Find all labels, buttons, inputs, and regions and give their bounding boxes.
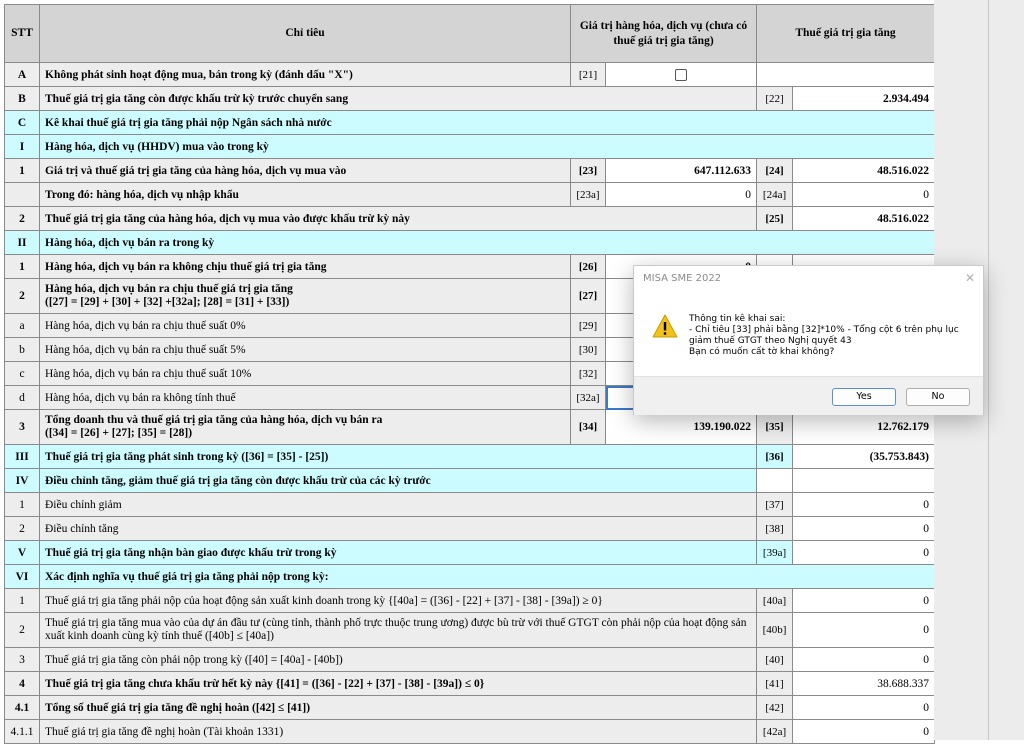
row-label: Thuế giá trị gia tăng của hàng hóa, dịch vụ mua vào được khấu trừ kỳ này (40, 207, 757, 231)
row-tax-input[interactable]: 12.762.179 (793, 410, 935, 445)
row-label: Thuế giá trị gia tăng đề nghị hoàn (Tài khoản 1331) (40, 720, 757, 744)
row-stt: 2 (5, 207, 40, 231)
row-label: Thuế giá trị gia tăng phát sinh trong kỳ ([36] = [35] - [25]) (40, 445, 757, 469)
dialog-message (689, 314, 979, 358)
row-empty (757, 469, 793, 493)
row-code-value: [27] (571, 279, 606, 314)
row-tax-input[interactable]: 48.516.022 (793, 207, 935, 231)
row-code-tax: [35] (757, 410, 793, 445)
row-stt: a (5, 314, 40, 338)
row-stt: III (5, 445, 40, 469)
row-code-tax: [42a] (757, 720, 793, 744)
table-row (5, 672, 935, 696)
row-code-tax: [22] (757, 87, 793, 111)
row-code-tax: [39a] (757, 541, 793, 565)
row-label (40, 410, 571, 445)
row-value-input[interactable]: 0 (606, 183, 757, 207)
row-stt: 1 (5, 255, 40, 279)
row-stt (5, 183, 40, 207)
row-label-line1: Hàng hóa, dịch vụ bán ra chịu thuế giá trị gia tăng (45, 283, 293, 295)
row-code-tax: [40] (757, 648, 793, 672)
row-code-value: [30] (571, 338, 606, 362)
table-row (5, 183, 935, 207)
row-tax-input[interactable]: 0 (793, 541, 935, 565)
table-row (5, 87, 935, 111)
row-stt: b (5, 338, 40, 362)
row-stt: 3 (5, 648, 40, 672)
table-row (5, 159, 935, 183)
row-code-tax: [41] (757, 672, 793, 696)
row-stt: 4 (5, 672, 40, 696)
row-label: Hàng hóa, dịch vụ bán ra chịu thuế suất 10% (40, 362, 571, 386)
row-code-value: [21] (571, 63, 606, 87)
table-row (5, 63, 935, 87)
table-row (5, 111, 935, 135)
row-stt: I (5, 135, 40, 159)
row-tax-input[interactable]: 0 (793, 720, 935, 744)
row-label: Điều chỉnh tăng, giảm thuế giá trị gia tăng còn được khấu trừ của các kỳ trước (40, 469, 757, 493)
row-stt: V (5, 541, 40, 565)
row-label: Tổng số thuế giá trị gia tăng đề nghị hoàn ([42] ≤ [41]) (40, 696, 757, 720)
row-label: Không phát sinh hoạt động mua, bán trong kỳ (đánh dấu "X") (40, 63, 571, 87)
row-label: Thuế giá trị gia tăng phải nộp của hoạt động sản xuất kinh doanh trong kỳ {[40a] = ([36] - [22] + [37] - [38] - [39a]) ≥ 0} (40, 589, 757, 613)
row-stt: 1 (5, 589, 40, 613)
row-label-line2: ([27] = [29] + [30] + [32] +[32a]; [28] = [31] + [33]) (45, 296, 290, 308)
row-stt: II (5, 231, 40, 255)
row-code-tax: [25] (757, 207, 793, 231)
row-stt: 2 (5, 279, 40, 314)
row-label: Điều chỉnh giảm (40, 493, 757, 517)
row-tax-input[interactable]: 38.688.337 (793, 672, 935, 696)
row-code-value: [29] (571, 314, 606, 338)
row-label-line2: ([34] = [26] + [27]; [35] = [28]) (45, 427, 193, 439)
row-stt: 4.1.1 (5, 720, 40, 744)
row-code-tax: [40a] (757, 589, 793, 613)
row-label: Hàng hóa, dịch vụ bán ra chịu thuế suất 0% (40, 314, 571, 338)
row-tax-input[interactable]: 0 (793, 183, 935, 207)
row-label: Hàng hóa, dịch vụ (HHDV) mua vào trong kỳ (40, 135, 935, 159)
no-activity-checkbox-cell[interactable] (606, 63, 757, 87)
row-code-tax: [24] (757, 159, 793, 183)
table-row (5, 493, 935, 517)
warning-dialog (633, 265, 984, 415)
table-row (5, 445, 935, 469)
row-empty (793, 469, 935, 493)
dialog-footer (634, 376, 983, 415)
row-label: Trong đó: hàng hóa, dịch vụ nhập khẩu (40, 183, 571, 207)
table-row (5, 648, 935, 672)
table-row (5, 565, 935, 589)
table-row (5, 541, 935, 565)
row-code-value: [23a] (571, 183, 606, 207)
row-code-tax: [40b] (757, 613, 793, 648)
row-stt: 2 (5, 613, 40, 648)
row-value-input[interactable]: 139.190.022 (606, 410, 757, 445)
row-label: Thuế giá trị gia tăng mua vào của dự án đầu tư (cùng tỉnh, thành phố trực thuộc trung ương) được bù trừ với thuế GTGT còn phải nộp của hoạt động sản xuất kinh doanh cùng kỳ tính thuế ([40b] ≤ [40a]) (40, 613, 757, 648)
warning-icon (652, 314, 678, 338)
row-label: Hàng hóa, dịch vụ bán ra không chịu thuế giá trị gia tăng (40, 255, 571, 279)
row-tax-input[interactable]: 0 (793, 517, 935, 541)
row-tax-input[interactable]: 2.934.494 (793, 87, 935, 111)
row-tax-input[interactable]: 0 (793, 648, 935, 672)
row-code-tax: [36] (757, 445, 793, 469)
row-label: Hàng hóa, dịch vụ bán ra trong kỳ (40, 231, 935, 255)
row-tax-input[interactable]: 0 (793, 696, 935, 720)
row-stt: d (5, 386, 40, 410)
table-row (5, 231, 935, 255)
row-code-tax: [42] (757, 696, 793, 720)
row-label (40, 279, 571, 314)
row-stt: VI (5, 565, 40, 589)
yes-button[interactable]: Yes (832, 388, 896, 406)
table-row (5, 135, 935, 159)
row-label-line1: Tổng doanh thu và thuế giá trị gia tăng của hàng hóa, dịch vụ bán ra (45, 414, 383, 426)
row-label: Thuế giá trị gia tăng nhận bàn giao được khấu trừ trong kỳ (40, 541, 757, 565)
row-stt: 1 (5, 159, 40, 183)
row-tax-input[interactable]: 48.516.022 (793, 159, 935, 183)
header-chi-tieu: Chỉ tiêu (40, 5, 571, 63)
row-empty (757, 63, 935, 87)
row-value-input[interactable]: 647.112.633 (606, 159, 757, 183)
row-tax-input[interactable]: (35.753.843) (793, 445, 935, 469)
row-label: Thuế giá trị gia tăng còn được khấu trừ kỳ trước chuyển sang (40, 87, 757, 111)
row-code-value: [26] (571, 255, 606, 279)
row-stt: IV (5, 469, 40, 493)
row-label: Giá trị và thuế giá trị gia tăng của hàng hóa, dịch vụ mua vào (40, 159, 571, 183)
dialog-title: MISA SME 2022 (643, 273, 722, 284)
row-stt: c (5, 362, 40, 386)
row-stt: A (5, 63, 40, 87)
dialog-message-line2: - Chỉ tiêu [33] phải bằng [32]*10% - Tổng cột 6 trên phụ lục giảm thuế GTGT theo Nghị quyết 43 (689, 325, 959, 346)
header-stt: STT (5, 5, 40, 63)
dialog-message-line1: Thông tin kê khai sai: (689, 314, 786, 324)
dialog-message-line3: Bạn có muốn cất tờ khai không? (689, 347, 835, 357)
row-stt: 4.1 (5, 696, 40, 720)
row-label: Thuế giá trị gia tăng còn phải nộp trong kỳ ([40] = [40a] - [40b]) (40, 648, 757, 672)
row-code-value: [34] (571, 410, 606, 445)
row-label: Hàng hóa, dịch vụ bán ra không tính thuế (40, 386, 571, 410)
header-thue: Thuế giá trị gia tăng (757, 5, 935, 63)
row-label: Kê khai thuế giá trị gia tăng phải nộp Ngân sách nhà nước (40, 111, 935, 135)
row-stt: 3 (5, 410, 40, 445)
table-row (5, 589, 935, 613)
table-row (5, 696, 935, 720)
row-label: Hàng hóa, dịch vụ bán ra chịu thuế suất 5% (40, 338, 571, 362)
table-row (5, 469, 935, 493)
row-code-value: [32a] (571, 386, 606, 410)
row-stt: 2 (5, 517, 40, 541)
row-tax-input[interactable]: 0 (793, 493, 935, 517)
row-stt: B (5, 87, 40, 111)
table-row (5, 517, 935, 541)
close-icon[interactable]: ✕ (964, 271, 975, 285)
row-label: Thuế giá trị gia tăng chưa khấu trừ hết kỳ này {[41] = ([36] - [22] + [37] - [38] - [39a]) ≤ 0} (40, 672, 757, 696)
row-label: Điều chỉnh tăng (40, 517, 757, 541)
row-label: Xác định nghĩa vụ thuế giá trị gia tăng phải nộp trong kỳ: (40, 565, 935, 589)
no-button[interactable]: No (906, 388, 970, 406)
row-tax-input[interactable]: 0 (793, 589, 935, 613)
row-code-tax: [38] (757, 517, 793, 541)
row-stt: 1 (5, 493, 40, 517)
row-stt: C (5, 111, 40, 135)
row-code-tax: [24a] (757, 183, 793, 207)
table-row (5, 207, 935, 231)
row-code-value: [32] (571, 362, 606, 386)
row-tax-input[interactable]: 0 (793, 613, 935, 648)
header-gia-tri: Giá trị hàng hóa, dịch vụ (chưa có thuế giá trị gia tăng) (571, 5, 757, 63)
no-activity-checkbox[interactable] (675, 69, 687, 81)
scrollbar-track[interactable] (988, 0, 989, 740)
table-row (5, 613, 935, 648)
row-code-value: [23] (571, 159, 606, 183)
row-code-tax: [37] (757, 493, 793, 517)
